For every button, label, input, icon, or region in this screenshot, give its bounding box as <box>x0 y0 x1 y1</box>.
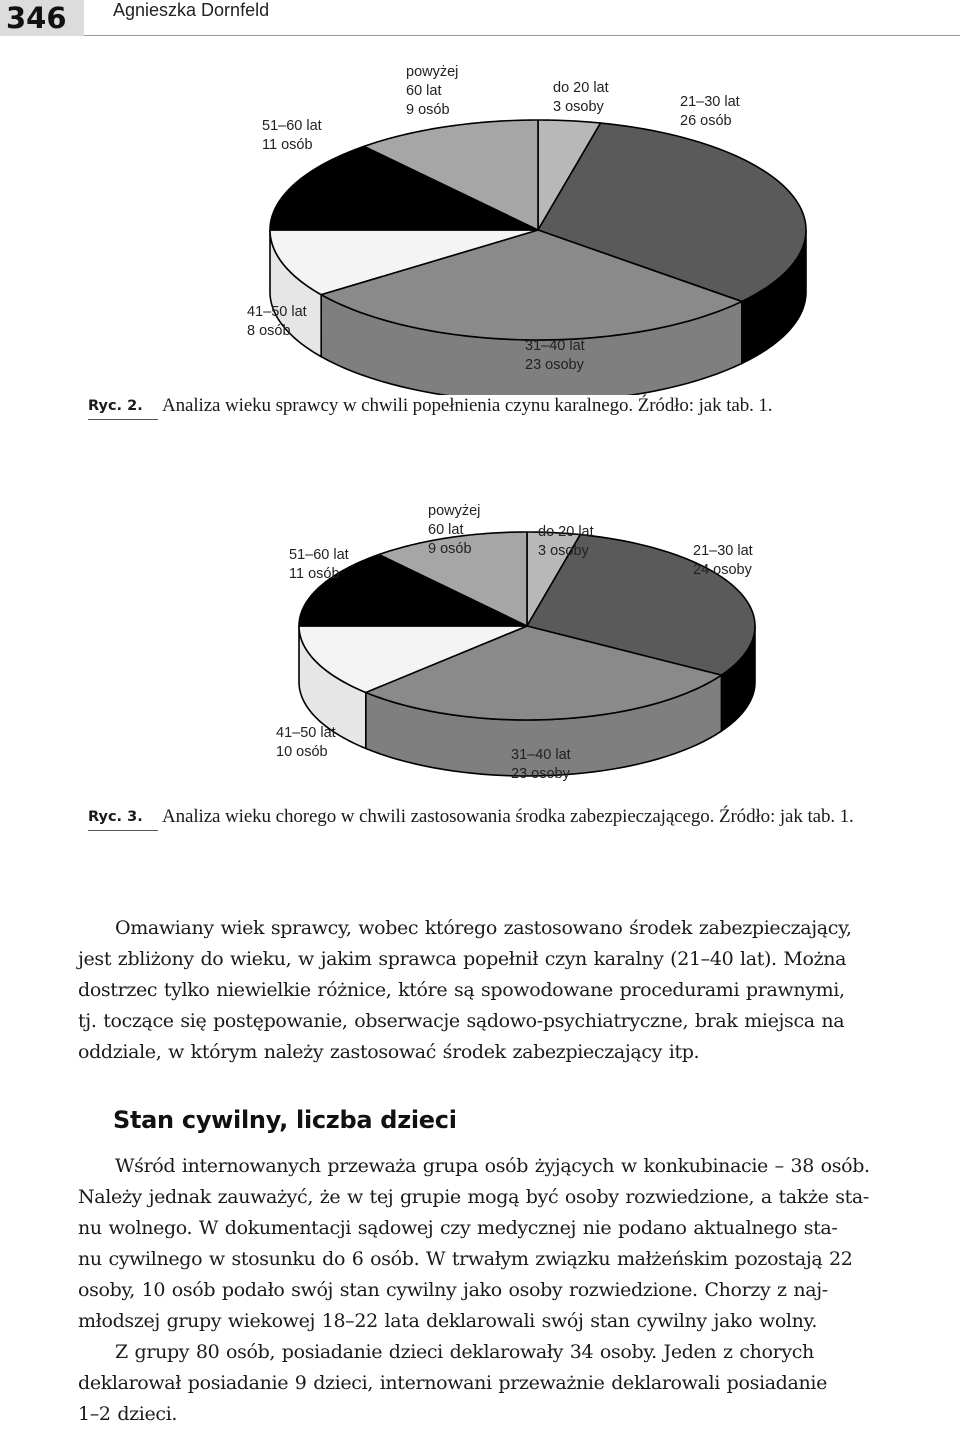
text-line: nu wolnego. W dokumentacji sądowej czy medycznej nie podano aktualnego sta- <box>78 1217 838 1239</box>
text-line: 1–2 dzieci. <box>78 1403 178 1425</box>
pie-label-3: 41–50 lat 10 osób <box>276 725 336 760</box>
figure-2-pie-chart <box>0 40 960 395</box>
text-line: oddziale, w którym należy zastosować środek zabezpieczający itp. <box>78 1041 700 1063</box>
pie-label-4: 51–60 lat 11 osób <box>289 547 349 582</box>
figure-2-label: Ryc. 2. <box>88 398 143 414</box>
figure-3-pie-svg <box>0 500 960 800</box>
text-line: osoby, 10 osób podało swój stan cywilny jako osoby rozwiedzione. Chorzy z naj- <box>78 1279 828 1301</box>
paragraph-age-comparison <box>78 913 956 1068</box>
pie-label-2: 31–40 lat 23 osoby <box>511 747 571 782</box>
text-line: Wśród internowanych przeważa grupa osób żyjących w konkubinacie – 38 osób. <box>115 1155 870 1177</box>
text-line: Omawiany wiek sprawcy, wobec którego zastosowano środek zabezpieczający, <box>115 917 852 939</box>
pie-label-3: 41–50 lat 8 osób <box>247 304 307 339</box>
text-line: dostrzec tylko niewielkie różnice, które są spowodowane procedurami prawnymi, <box>78 979 845 1001</box>
pie-label-0: do 20 lat 3 osoby <box>553 80 609 115</box>
text-line: deklarował posiadanie 9 dzieci, internowani przeważnie deklarowali posiadanie <box>78 1372 827 1394</box>
text-line: Z grupy 80 osób, posiadanie dzieci deklarowały 34 osoby. Jeden z chorych <box>115 1341 814 1363</box>
text-line: jest zbliżony do wieku, w jakim sprawca popełnił czyn karalny (21–40 lat). Można <box>78 948 847 970</box>
paragraph-marital-status <box>78 1151 956 1337</box>
text-line: tj. toczące się postępowanie, obserwacje sądowo-psychiatryczne, brak miejsca na <box>78 1010 845 1032</box>
figure-3-label-underline <box>88 830 158 831</box>
figure-3-label: Ryc. 3. <box>88 809 143 825</box>
pie-label-5: powyżej 60 lat 9 osób <box>428 503 481 557</box>
pie-label-5: powyżej 60 lat 9 osób <box>406 64 459 118</box>
running-head-author: Agnieszka Dornfeld <box>113 0 270 20</box>
figure-2-pie-svg <box>0 40 960 395</box>
pie-label-0: do 20 lat 3 osoby <box>538 524 594 559</box>
figure-3-pie-chart <box>0 500 960 800</box>
figure-3-caption-text: Analiza wieku chorego w chwili zastosowania środka zabezpieczającego. Źródło: jak tab. 1. <box>162 806 854 827</box>
text-line: nu cywilnego w stosunku do 6 osób. W trwałym związku małżeńskim pozostają 22 <box>78 1248 853 1270</box>
figure-2-label-underline <box>88 419 158 420</box>
header-rule <box>84 35 960 36</box>
figure-2-caption-text: Analiza wieku sprawcy w chwili popełnienia czynu karalnego. Źródło: jak tab. 1. <box>162 395 773 416</box>
section-heading: Stan cywilny, liczba dzieci <box>113 1106 457 1134</box>
page-number: 346 <box>0 0 84 36</box>
text-line: Należy jednak zauważyć, że w tej grupie mogą być osoby rozwiedzione, a także sta- <box>78 1186 869 1208</box>
pie-label-1: 21–30 lat 26 osób <box>680 94 740 129</box>
running-header <box>0 0 960 36</box>
text-line: młodszej grupy wiekowej 18–22 lata deklarowali swój stan cywilny jako wolny. <box>78 1310 818 1332</box>
pie-label-2: 31–40 lat 23 osoby <box>525 338 585 373</box>
paragraph-children <box>78 1337 956 1430</box>
pie-label-4: 51–60 lat 11 osób <box>262 118 322 153</box>
pie-label-1: 21–30 lat 24 osoby <box>693 543 753 578</box>
